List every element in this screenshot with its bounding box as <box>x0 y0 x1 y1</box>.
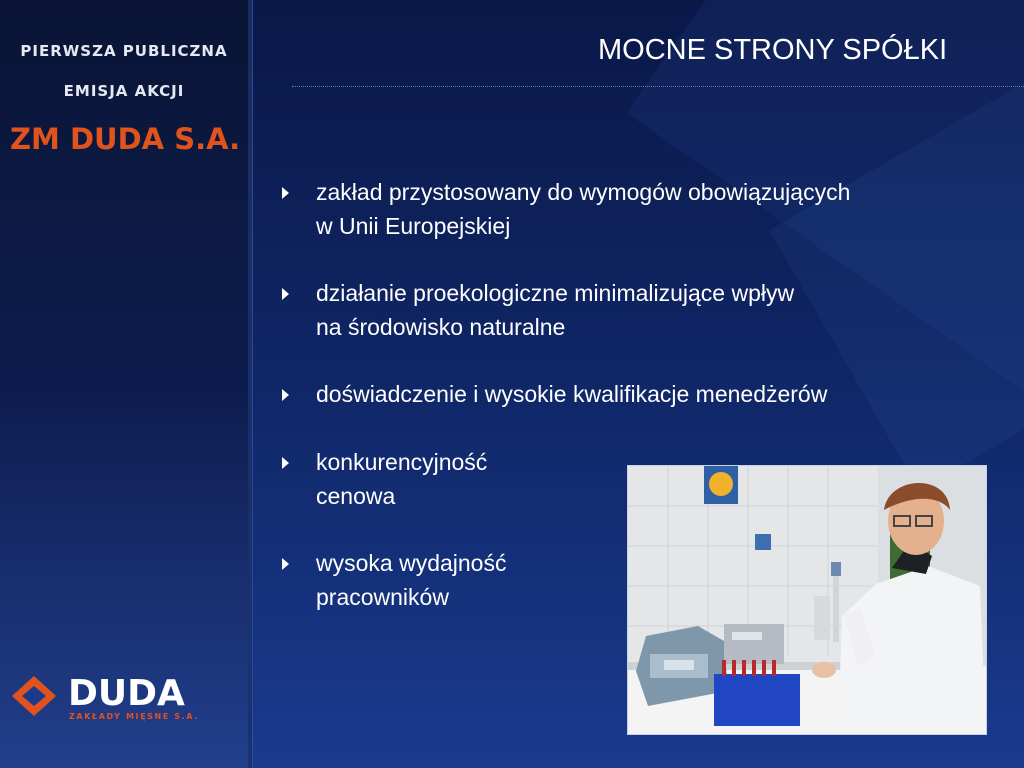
bullet-item <box>282 377 827 411</box>
triangle-bullet-icon <box>282 389 289 401</box>
bullet-item <box>282 175 850 243</box>
slide-title: MOCNE STRONY SPÓŁKI <box>598 34 948 66</box>
logo-subtitle: ZAKŁADY MIĘSNE S.A. <box>69 712 199 721</box>
sidebar-line-2: EMISJA AKCJI <box>63 82 185 100</box>
logo-word: DUDA <box>68 673 185 714</box>
bullet-line: konkurencyjność <box>316 449 488 475</box>
sidebar-divider <box>248 0 252 768</box>
bullet-line: działanie proekologiczne minimalizujące wpływ <box>316 280 795 306</box>
bullet-line: cenowa <box>316 483 396 509</box>
company-name: ZM DUDA S.A. <box>10 122 241 156</box>
triangle-bullet-icon <box>282 558 289 570</box>
triangle-bullet-icon <box>282 288 289 300</box>
title-divider <box>292 86 1024 87</box>
triangle-bullet-icon <box>282 457 289 469</box>
diamond-logo-icon <box>12 676 56 716</box>
bullet-line: na środowisko naturalne <box>316 314 566 340</box>
triangle-bullet-icon <box>282 187 289 199</box>
bullet-line: pracowników <box>316 584 449 610</box>
sidebar <box>0 0 248 768</box>
bullet-item <box>282 546 506 614</box>
bullet-line: wysoka wydajność <box>316 550 507 576</box>
duda-logo <box>12 672 237 724</box>
laboratory-photo <box>627 465 987 735</box>
bullet-item <box>282 445 487 513</box>
bullet-line: doświadczenie i wysokie kwalifikacje menedżerów <box>316 381 828 407</box>
bullet-line: zakład przystosowany do wymogów obowiązujących <box>316 179 851 205</box>
bullet-line: w Unii Europejskiej <box>316 213 511 239</box>
bullet-item <box>282 276 794 344</box>
sidebar-line-1: PIERWSZA PUBLICZNA <box>20 42 228 60</box>
